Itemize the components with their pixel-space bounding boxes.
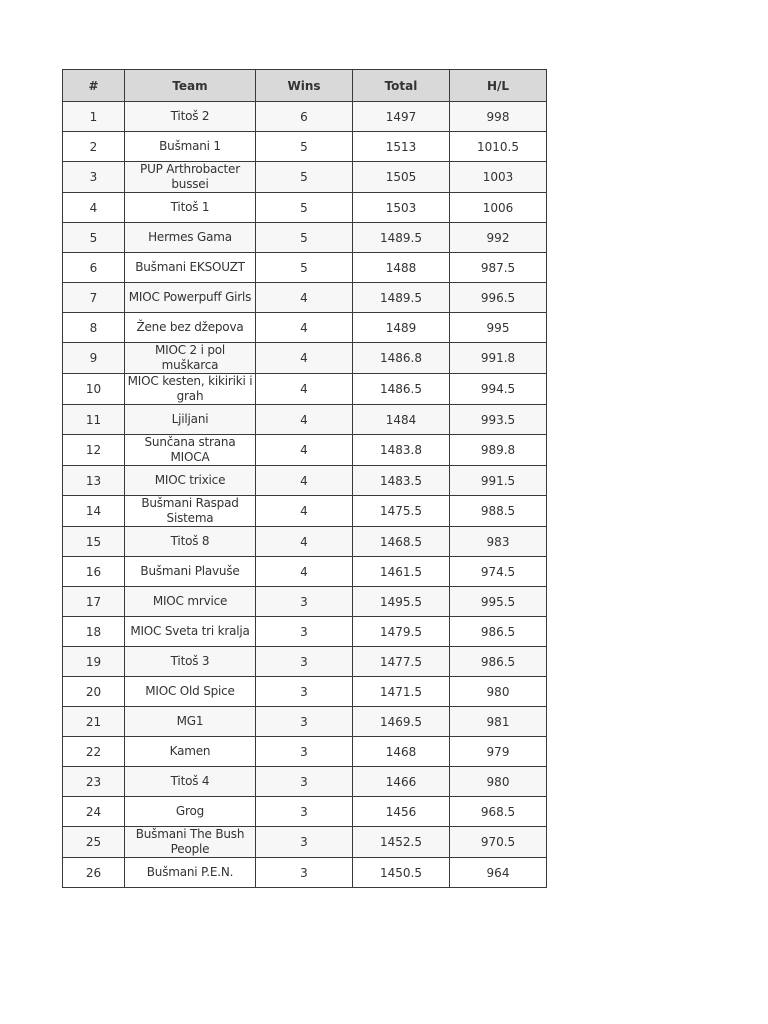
wins-cell: 3 [256,707,353,737]
team-cell: MIOC Sveta tri kralja [125,617,256,647]
hl-cell: 974.5 [450,557,547,587]
rank-cell: 25 [63,827,125,858]
total-cell: 1486.5 [353,374,450,405]
wins-cell: 5 [256,193,353,223]
hl-cell: 991.8 [450,343,547,374]
column-header-team: Team [125,70,256,102]
team-cell: Titoš 4 [125,767,256,797]
wins-cell: 3 [256,797,353,827]
hl-cell: 993.5 [450,405,547,435]
hl-cell: 987.5 [450,253,547,283]
team-cell: Bušmani EKSOUZT [125,253,256,283]
hl-cell: 996.5 [450,283,547,313]
table-row [63,557,547,587]
hl-cell: 995.5 [450,587,547,617]
hl-cell: 989.8 [450,435,547,466]
total-cell: 1468 [353,737,450,767]
team-cell: MIOC Powerpuff Girls [125,283,256,313]
wins-cell: 3 [256,587,353,617]
rank-cell: 19 [63,647,125,677]
wins-cell: 3 [256,827,353,858]
rank-cell: 18 [63,617,125,647]
wins-cell: 4 [256,405,353,435]
rank-cell: 12 [63,435,125,466]
rank-cell: 10 [63,374,125,405]
team-cell: PUP Arthrobacter bussei [125,162,256,193]
total-cell: 1483.8 [353,435,450,466]
hl-cell: 980 [450,677,547,707]
hl-cell: 1003 [450,162,547,193]
team-cell: Bušmani The Bush People [125,827,256,858]
team-cell: MIOC kesten, kikiriki i grah [125,374,256,405]
total-cell: 1505 [353,162,450,193]
team-cell: MIOC Old Spice [125,677,256,707]
wins-cell: 3 [256,677,353,707]
team-cell: Ljiljani [125,405,256,435]
table-row [63,496,547,527]
hl-cell: 970.5 [450,827,547,858]
rank-cell: 26 [63,858,125,888]
team-cell: Titoš 3 [125,647,256,677]
table-row [63,587,547,617]
team-cell: Titoš 8 [125,527,256,557]
table-row [63,858,547,888]
hl-cell: 1010.5 [450,132,547,162]
rank-cell: 3 [63,162,125,193]
total-cell: 1486.8 [353,343,450,374]
rank-cell: 8 [63,313,125,343]
team-cell: Titoš 2 [125,102,256,132]
table-row [63,767,547,797]
rank-cell: 21 [63,707,125,737]
rank-cell: 6 [63,253,125,283]
total-cell: 1484 [353,405,450,435]
table-row [63,707,547,737]
total-cell: 1461.5 [353,557,450,587]
rank-cell: 23 [63,767,125,797]
table-row [63,647,547,677]
table-row [63,617,547,647]
table-row [63,313,547,343]
total-cell: 1513 [353,132,450,162]
rank-cell: 24 [63,797,125,827]
table-row [63,405,547,435]
total-cell: 1497 [353,102,450,132]
wins-cell: 3 [256,737,353,767]
rank-cell: 14 [63,496,125,527]
wins-cell: 4 [256,374,353,405]
team-cell: Bušmani Plavuše [125,557,256,587]
rank-cell: 16 [63,557,125,587]
team-cell: MIOC trixice [125,466,256,496]
team-cell: Hermes Gama [125,223,256,253]
rank-cell: 22 [63,737,125,767]
hl-cell: 986.5 [450,647,547,677]
total-cell: 1488 [353,253,450,283]
table-row [63,162,547,193]
wins-cell: 4 [256,313,353,343]
team-cell: Grog [125,797,256,827]
standings-table [62,69,547,888]
hl-cell: 986.5 [450,617,547,647]
table-row [63,253,547,283]
total-cell: 1450.5 [353,858,450,888]
wins-cell: 4 [256,283,353,313]
wins-cell: 4 [256,435,353,466]
wins-cell: 5 [256,223,353,253]
hl-cell: 1006 [450,193,547,223]
hl-cell: 998 [450,102,547,132]
hl-cell: 988.5 [450,496,547,527]
table-row [63,797,547,827]
wins-cell: 6 [256,102,353,132]
column-header-rank: # [63,70,125,102]
wins-cell: 3 [256,858,353,888]
total-cell: 1452.5 [353,827,450,858]
hl-cell: 980 [450,767,547,797]
rank-cell: 17 [63,587,125,617]
total-cell: 1503 [353,193,450,223]
rank-cell: 9 [63,343,125,374]
team-cell: Bušmani Raspad Sistema [125,496,256,527]
total-cell: 1475.5 [353,496,450,527]
table-row [63,132,547,162]
total-cell: 1495.5 [353,587,450,617]
team-cell: Bušmani 1 [125,132,256,162]
wins-cell: 3 [256,617,353,647]
total-cell: 1479.5 [353,617,450,647]
hl-cell: 964 [450,858,547,888]
wins-cell: 5 [256,162,353,193]
total-cell: 1466 [353,767,450,797]
total-cell: 1483.5 [353,466,450,496]
rank-cell: 15 [63,527,125,557]
total-cell: 1489.5 [353,223,450,253]
wins-cell: 3 [256,767,353,797]
total-cell: 1489.5 [353,283,450,313]
team-cell: Bušmani P.E.N. [125,858,256,888]
team-cell: Titoš 1 [125,193,256,223]
rank-cell: 11 [63,405,125,435]
total-cell: 1468.5 [353,527,450,557]
table-row [63,374,547,405]
rank-cell: 20 [63,677,125,707]
wins-cell: 4 [256,343,353,374]
rank-cell: 13 [63,466,125,496]
header-row [63,70,547,102]
table-row [63,737,547,767]
rank-cell: 4 [63,193,125,223]
wins-cell: 4 [256,496,353,527]
total-cell: 1471.5 [353,677,450,707]
total-cell: 1489 [353,313,450,343]
hl-cell: 968.5 [450,797,547,827]
total-cell: 1477.5 [353,647,450,677]
table-body [63,102,547,888]
column-header-hl: H/L [450,70,547,102]
rank-cell: 7 [63,283,125,313]
team-cell: MIOC mrvice [125,587,256,617]
table-row [63,466,547,496]
wins-cell: 4 [256,557,353,587]
hl-cell: 992 [450,223,547,253]
team-cell: Kamen [125,737,256,767]
team-cell: Žene bez džepova [125,313,256,343]
hl-cell: 994.5 [450,374,547,405]
team-cell: MG1 [125,707,256,737]
table-row [63,102,547,132]
rank-cell: 2 [63,132,125,162]
wins-cell: 3 [256,647,353,677]
table-row [63,677,547,707]
wins-cell: 4 [256,466,353,496]
hl-cell: 979 [450,737,547,767]
hl-cell: 981 [450,707,547,737]
table-row [63,343,547,374]
team-cell: Sunčana strana MIOCA [125,435,256,466]
total-cell: 1469.5 [353,707,450,737]
table-row [63,527,547,557]
column-header-total: Total [353,70,450,102]
hl-cell: 983 [450,527,547,557]
table-row [63,193,547,223]
rank-cell: 5 [63,223,125,253]
table-row [63,827,547,858]
wins-cell: 5 [256,253,353,283]
wins-cell: 5 [256,132,353,162]
table-row [63,223,547,253]
table-row [63,435,547,466]
table-row [63,283,547,313]
team-cell: MIOC 2 i pol muškarca [125,343,256,374]
total-cell: 1456 [353,797,450,827]
hl-cell: 991.5 [450,466,547,496]
column-header-wins: Wins [256,70,353,102]
rank-cell: 1 [63,102,125,132]
hl-cell: 995 [450,313,547,343]
wins-cell: 4 [256,527,353,557]
table-header [63,70,547,102]
